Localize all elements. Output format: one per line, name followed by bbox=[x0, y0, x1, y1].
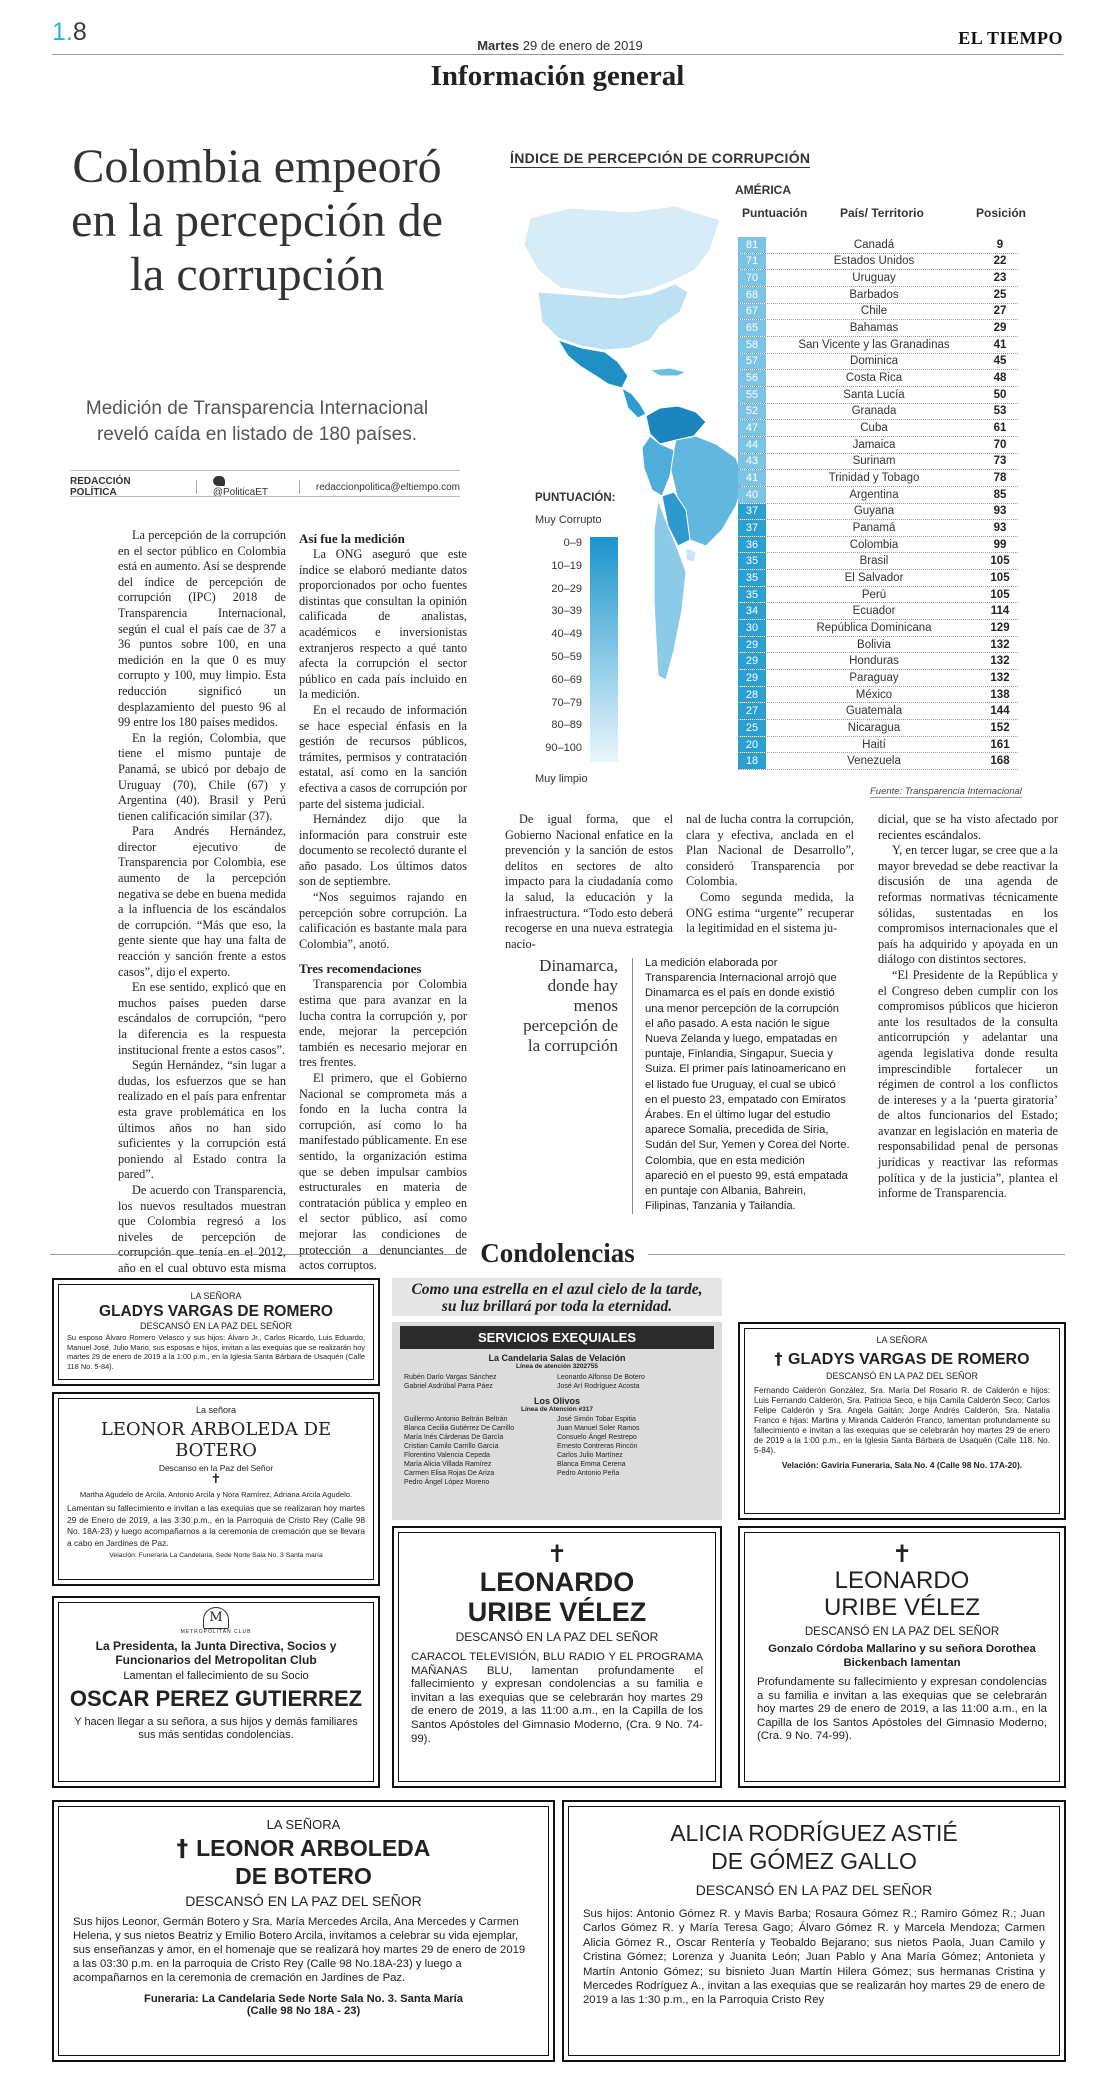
obituary-velacion: Velación: Gaviria Funeraria, Sala No. 4 (Calle 98 No. 17A-20). bbox=[781, 1460, 1023, 1470]
row-position: 138 bbox=[990, 688, 1010, 701]
obituary-name-line1: LEONARDO bbox=[834, 1567, 970, 1594]
obituary-name: LEONOR ARBOLEDA DE BOTERO bbox=[100, 1419, 332, 1461]
obituary-text: Y hacen llegar a su señora, a sus hijos y demás familiares sus más sentidas condolencias. bbox=[74, 1716, 358, 1741]
article-column-1 bbox=[118, 528, 286, 1292]
paragraph: Según Hernández, “sin lugar a dudas, los esfuerzos que se han realizado en el país para enfrentar esta grave problemática en los últimos años no han sido suficientes y la corrupción está poniendo al Estado contra la pared”. bbox=[118, 1058, 286, 1182]
cross-icon: ✝ bbox=[891, 1540, 913, 1568]
map-caribbean bbox=[650, 368, 686, 376]
table-row bbox=[738, 420, 1018, 437]
table-row bbox=[738, 570, 1018, 587]
obituary-name-line2: DE GÓMEZ GALLO bbox=[711, 1848, 917, 1874]
legend-title: PUNTUACIÓN: bbox=[535, 492, 616, 504]
paragraph: Y, en tercer lugar, se cree que a la mayor brevedad se debe reactivar la discusión de una agenda de reformas normativas técnicamente sólidas, sustentadas en los compromisos internacionales que el país ha adquirido y apoyada en un diálogo con distintos sectores. bbox=[878, 843, 1058, 967]
row-position: 45 bbox=[993, 355, 1007, 368]
row-position: 22 bbox=[993, 255, 1007, 268]
obituary-name: GLADYS VARGAS DE ROMERO bbox=[99, 1303, 333, 1320]
article-column-5 bbox=[878, 812, 1058, 1202]
row-country: Uruguay bbox=[852, 272, 896, 285]
row-country: Venezuela bbox=[847, 755, 901, 768]
article-headline: Colombia empeoró en la percepción de la corrupción bbox=[71, 140, 443, 301]
row-score: 30 bbox=[738, 620, 766, 636]
legend-bin-label: 20–29 bbox=[551, 582, 582, 595]
col-header-score: Puntuación bbox=[742, 206, 808, 220]
row-country: Surinam bbox=[852, 455, 896, 468]
obituary-name: OSCAR PEREZ GUTIERREZ bbox=[69, 1686, 363, 1711]
row-position: 152 bbox=[990, 721, 1010, 734]
row-score: 44 bbox=[738, 437, 766, 453]
map-peru-ecuador bbox=[642, 436, 674, 496]
paragraph: nal de lucha contra la corrupción, clara y efectiva, anclada en el Plan Nacional de Desarrollo”, consideró Transparencia por Colombia. bbox=[686, 812, 854, 889]
servicios-sede1-names bbox=[392, 1370, 722, 1394]
header-rule bbox=[52, 54, 1063, 55]
byline-author: REDACCIÓN POLÍTICA bbox=[70, 476, 131, 498]
name-item: Pedro Antonio Peña bbox=[557, 1470, 620, 1477]
row-position: 85 bbox=[993, 488, 1007, 501]
obituary-gladys-vargas-a bbox=[52, 1278, 380, 1386]
paragraph: Hernández dijo que la información para construir este documento se recolectó durante el año pasado. Los últimos datos son de septiembre. bbox=[299, 812, 467, 889]
row-score: 35 bbox=[738, 587, 766, 603]
row-country: República Dominicana bbox=[816, 621, 932, 634]
row-score: 67 bbox=[738, 304, 766, 320]
row-country: Ecuador bbox=[852, 605, 896, 618]
row-score: 41 bbox=[738, 470, 766, 486]
table-row bbox=[738, 304, 1018, 321]
paragraph: En ese sentido, explicó que en muchos países pueden darse escándalos de corrupción, “pero la diferencia es la respuesta institucional frente a estos casos”. bbox=[118, 980, 286, 1057]
obituary-text: Profundamente su fallecimiento y expresan condolencias a su familia e invitan a las exequias que se celebrarán hoy martes 29 de enero de 2019, a las 11:00 a.m., en la Capilla de los Santos Apóstoles del Gimnasio Moderno, (Cra. 9 No. 74-99). bbox=[757, 1676, 1047, 1743]
table-row bbox=[738, 320, 1018, 337]
paragraph: De acuerdo con Transparencia, los nuevos resultados muestran que Colombia regresó a los niveles de percepción de corrupción que tenía en el 2012, año en el cual obtuvo esta misma bbox=[118, 1182, 286, 1275]
row-country: El Salvador bbox=[844, 571, 904, 584]
name-item: Rubén Darío Vargas Sánchez bbox=[404, 1374, 497, 1381]
servicios-sede1-tel: Línea de atención 3202755 bbox=[515, 1363, 598, 1370]
article-column-4 bbox=[686, 812, 854, 937]
article-column-2 bbox=[299, 528, 467, 1274]
row-country: Paraguay bbox=[849, 671, 899, 684]
row-country: Haití bbox=[862, 738, 886, 751]
obituary-rip: Descanso en la Paz del Señor bbox=[158, 1463, 274, 1473]
row-position: 93 bbox=[993, 505, 1007, 518]
row-position: 99 bbox=[993, 538, 1007, 551]
cross-icon: ✝ bbox=[210, 1472, 222, 1487]
row-country: México bbox=[855, 688, 893, 701]
obituary-leonardo-uribe-a bbox=[392, 1526, 722, 1788]
name-item: Gabriel Asdrúbal Parra Páez bbox=[404, 1383, 493, 1390]
table-row bbox=[738, 254, 1018, 271]
twitter-icon bbox=[213, 476, 225, 486]
table-row bbox=[738, 470, 1018, 487]
table-row bbox=[738, 387, 1018, 404]
table-row bbox=[738, 354, 1018, 371]
name-item: Guillermo Antonio Beltrán Beltrán bbox=[404, 1416, 508, 1423]
row-country: Cuba bbox=[860, 422, 888, 435]
legend-gradient-bar bbox=[590, 537, 618, 762]
row-position: 114 bbox=[990, 605, 1010, 618]
obituary-text: Su esposo Álvaro Romero Velasco y sus hijos: Álvaro Jr., Carlos Ricardo, Luis Eduardo, Manuel José, Julio Mario, sus esposas e hijos, invitan a las exequias que se realizarán hoy martes 29 de enero de 2019 a la 1:00 p.m., en la Iglesia Santa Bárbara de Usaquén (Calle 118 No. 5-84). bbox=[67, 1333, 365, 1371]
legend-bin-label: 70–79 bbox=[551, 696, 582, 709]
row-score: 20 bbox=[738, 737, 766, 753]
obituary-rip: DESCANSÓ EN LA PAZ DEL SEÑOR bbox=[804, 1626, 1000, 1638]
name-item: Florentino Valencia Cepeda bbox=[404, 1452, 490, 1459]
paragraph: La ONG aseguró que este índice se elaboró mediante datos proporcionados por ocho fuentes distintas que consultan la opinión calificada de analistas, académicos e inversionistas extranjeros respecto a qué tanto afecta la corrupción el sector público en cada país incluido en la medición. bbox=[299, 547, 467, 702]
servicios-sede2: Los Olivos bbox=[533, 1396, 580, 1406]
byline-separator bbox=[299, 480, 300, 494]
legend-bin-label: 30–39 bbox=[551, 605, 582, 618]
issue-day: Martes bbox=[477, 38, 520, 53]
byline-twitter-handle: @PoliticaET bbox=[212, 487, 268, 498]
banner-line: Como una estrella en el azul cielo de la tarde, bbox=[411, 1281, 703, 1298]
name-item: Carlos Julio Martínez bbox=[557, 1452, 623, 1459]
row-position: 132 bbox=[990, 655, 1010, 668]
row-score: 58 bbox=[738, 337, 766, 353]
row-country: Barbados bbox=[849, 288, 899, 301]
byline bbox=[70, 476, 460, 498]
row-position: 132 bbox=[990, 671, 1010, 684]
row-score: 65 bbox=[738, 320, 766, 336]
row-score: 81 bbox=[738, 237, 766, 253]
row-score: 18 bbox=[738, 753, 766, 769]
pull-quote: Dinamarca, donde hay menos percepción de la corrupción bbox=[523, 956, 618, 1055]
row-score: 34 bbox=[738, 603, 766, 619]
club-crest-icon: M bbox=[203, 1607, 229, 1629]
name-item: José Arí Rodríguez Acosta bbox=[557, 1383, 640, 1390]
table-row bbox=[738, 603, 1018, 620]
table-row bbox=[738, 553, 1018, 570]
row-score: 71 bbox=[738, 254, 766, 270]
page-number-suffix: 8 bbox=[72, 18, 87, 46]
table-row bbox=[738, 703, 1018, 720]
obituary-prefix: LA SEÑORA bbox=[190, 1291, 242, 1301]
issue-date-text: 29 de enero de 2019 bbox=[522, 38, 643, 53]
table-row bbox=[738, 537, 1018, 554]
article-column-3 bbox=[505, 812, 673, 952]
paragraph: Para Andrés Hernández, director ejecutivo de Transparencia por Colombia, ese aumento de la percepción negativa se debe en buena medida a la influencia de los escándalos de corrupción. “Más que eso, la gente siente que hay una falta de reacción y sanción frente a estos casos”, dijo el experto. bbox=[118, 824, 286, 979]
obituary-rip: DESCANSÓ EN LA PAZ DEL SEÑOR bbox=[455, 1630, 659, 1644]
row-score: 43 bbox=[738, 454, 766, 470]
servicios-exequiales-ad bbox=[392, 1322, 722, 1520]
obituary-sender: Gonzalo Córdoba Mallarino y su señora Dorothea Bickenbach lamentan bbox=[768, 1643, 1036, 1669]
byline-rule-bottom bbox=[70, 496, 460, 497]
row-country: San Vicente y las Granadinas bbox=[798, 338, 950, 351]
table-row bbox=[738, 237, 1018, 254]
obituary-text: Sus hijos: Antonio Gómez R. y Mavis Barba; Rosaura Gómez R.; Ramiro Gómez R.; Juan Carlos Gómez R. y María Teresa Gago; Álvaro Gómez R. y Marcela Mendoza; Carmen Alicia Gómez R., Oscar Rentería y Teobaldo Bejarano; sus nietos Paola, Juan Camilo y Cristina Gómez; Lorenza y Juanita León; Juan Pablo y Ana María Gómez; Antonieta y Martín Antonio Gómez; su bisnieto Juan Martín Hilera Gómez; sus hermanas Cristina y Mercedes Rodríguez A., invitan a las exequias que se realizarán hoy martes 29 de enero de 2019 a las 1:30 p.m., en la Parroquia Cristo Rey bbox=[583, 1908, 1045, 2007]
obituary-text: Lamentan su fallecimiento e invitan a las exequias que se realizaran hoy martes 29 de Enero de 2019, a las 3:30 p.m., en la Parroquia de Cristo Rey (Calle 98 No. 18A-23) y luego acompañarnos a la ceremonia de cremación que se llevara a cabo en Jardines de Paz. bbox=[67, 1503, 365, 1548]
article-subhead: Medición de Transparencia Internacional reveló caída en listado de 180 países. bbox=[85, 398, 429, 445]
obituary-prefix: La señora bbox=[195, 1405, 237, 1415]
paragraph: De igual forma, que el Gobierno Nacional enfatice en la prevención y la sanción de estos delitos en sectores de alto impacto para la ciudadanía como la salud, la educación y la infraestructura. “Todo esto deberá recogerse en una nueva estrategia nacio- bbox=[505, 812, 673, 951]
row-position: 105 bbox=[990, 571, 1010, 584]
row-score: 70 bbox=[738, 270, 766, 286]
row-country: Trinidad y Tobago bbox=[828, 472, 920, 485]
row-country: Jamaica bbox=[852, 438, 896, 451]
issue-date bbox=[400, 38, 720, 53]
byline-separator bbox=[196, 480, 197, 494]
row-position: 61 bbox=[993, 422, 1007, 435]
newspaper-logo: EL TIEMPO bbox=[958, 28, 1063, 48]
row-score: 37 bbox=[738, 520, 766, 536]
table-row bbox=[738, 587, 1018, 604]
row-position: 78 bbox=[993, 472, 1007, 485]
chart-title: ÍNDICE DE PERCEPCIÓN DE CORRUPCIÓN bbox=[510, 150, 811, 166]
servicios-title: SERVICIOS EXEQUIALES bbox=[400, 1326, 714, 1349]
legend-bottom-label: Muy limpio bbox=[535, 773, 588, 785]
name-item: María Inés Cárdenas De García bbox=[404, 1434, 504, 1441]
paragraph: En el recaudo de información se hace especial énfasis en la gestión de recursos públicos, trámites, permisos y contratación estatal, así como en la sanción efectiva a casos de corrupción por parte del sistema judicial. bbox=[299, 702, 467, 811]
name-item: Pedro Ángel López Moreno bbox=[404, 1479, 490, 1486]
obituary-funeraria-address: (Calle 98 No 18A - 23) bbox=[246, 2005, 361, 2017]
table-row bbox=[738, 487, 1018, 504]
obituary-text: CARACOL TELEVISIÓN, BLU RADIO Y EL PROGRAMA MAÑANAS BLU, lamentan profundamente el fallecimiento y expresan condolencias a su familia e invitan a las exequias que se celebrarán hoy martes 29 de enero de 2019, a las 11:00 a.m., en la Capilla de los Santos Apóstoles del Gimnasio Moderno, (Cra. 9 No. 74-99). bbox=[411, 1651, 703, 1745]
name-item: Ernesto Contreras Rincón bbox=[557, 1443, 638, 1450]
legend-bin-label: 10–19 bbox=[551, 559, 582, 572]
condolencias-banner bbox=[392, 1278, 722, 1316]
name-item: María Alicia Villada Ramírez bbox=[404, 1461, 492, 1468]
row-score: 29 bbox=[738, 653, 766, 669]
cross-icon: † bbox=[176, 1836, 197, 1862]
table-row bbox=[738, 437, 1018, 454]
row-country: Guyana bbox=[853, 505, 895, 518]
row-position: 25 bbox=[993, 288, 1007, 301]
row-country: Guatemala bbox=[845, 705, 903, 718]
name-item: Cristian Camilo Carrillo García bbox=[404, 1443, 499, 1450]
obituary-text: Fernando Calderón González, Sra. María Del Rosario R. de Calderón e hijos: Luis Fernando Calderón, Sra. Patricia Seco, e hija Camila Calderón Seco; Carlos Felipe Calderón y Sra. Angela Gaitán; Jorge Andrés Calderón, Sra. Natalia Franco e hijas: Martina y Miranda Calderón Franco, lamentan profundamente su fallecimiento e invitan a las exequias que se celebrarán hoy martes 29 de enero de 2019 a la 1:00 p.m., en la Iglesia Santa Bárbara de Usaquén (Calle 118. No. 5-84). bbox=[754, 1386, 1050, 1455]
row-country: Argentina bbox=[849, 488, 899, 501]
banner-line: su luz brillará por toda la eternidad. bbox=[441, 1298, 673, 1315]
table-row bbox=[738, 337, 1018, 354]
table-row bbox=[738, 637, 1018, 654]
row-country: Bahamas bbox=[849, 322, 899, 335]
obituary-family: Martha Agudelo de Arcila, Antonio Arcila y Nora Ramírez, Adriana Arcila Agudelo. bbox=[79, 1490, 353, 1499]
table-row bbox=[738, 753, 1018, 770]
name-item: Consuelo Ángel Restrepo bbox=[557, 1434, 637, 1441]
paragraph: La percepción de la corrupción en el sector público en Colombia está en aumento. Así se desprende del índice de percepción de corrupción (IPC) 2018 de Transparencia Internacional, según el cual el país cae de 37 a 36 puntos sobre 100, en una medición en la que 0 es muy corrupto y 100, muy limpio. Esta reducción significó un desplazamiento del puesto 96 al 99 entre los 180 países medidos. bbox=[118, 528, 287, 730]
obituary-sender: La Presidenta, la Junta Directiva, Socios y Funcionarios del Metropolitan Club bbox=[95, 1639, 337, 1667]
legend-bin-label: 80–89 bbox=[551, 719, 582, 732]
subheading: Tres recomendaciones bbox=[299, 961, 422, 977]
row-position: 168 bbox=[990, 755, 1010, 768]
obituary-lament: Lamentan el fallecimiento de su Socio bbox=[123, 1670, 309, 1682]
table-row bbox=[738, 737, 1018, 754]
table-row bbox=[738, 520, 1018, 537]
name-item: Juan Manuel Soler Ramos bbox=[557, 1425, 640, 1432]
row-position: 105 bbox=[990, 588, 1010, 601]
row-country: Brasil bbox=[859, 555, 889, 568]
row-score: 68 bbox=[738, 287, 766, 303]
legend-bin-label: 90–100 bbox=[545, 742, 582, 755]
paragraph: El primero, que el Gobierno Nacional se comprometa más a fondo en la lucha contra la corrupción, así como lo ha manifestado públicamente. En ese sentido, la organización estima que se deben impulsar cambios estructurales en materia de contratación pública y empleo en el sector público, así como mejorar las condiciones de protección a denunciantes de actos corruptos. bbox=[299, 1071, 467, 1273]
obituary-name: GLADYS VARGAS DE ROMERO bbox=[788, 1351, 1030, 1368]
table-row bbox=[738, 620, 1018, 637]
row-position: 48 bbox=[993, 372, 1007, 385]
obituary-leonardo-uribe-b bbox=[738, 1526, 1066, 1788]
obituary-oscar-perez bbox=[52, 1596, 380, 1788]
col-header-country: País/ Territorio bbox=[840, 206, 924, 220]
paragraph: Transparencia por Colombia estima que para avanzar en la lucha contra la corrupción y, por ende, mejorar la percepción también es necesario mejorar en tres frentes. bbox=[299, 977, 467, 1070]
row-position: 23 bbox=[993, 272, 1007, 285]
row-country: Perú bbox=[861, 588, 887, 601]
row-position: 41 bbox=[993, 338, 1007, 351]
servicios-sede1: La Candelaria Salas de Velación bbox=[488, 1353, 626, 1363]
byline-rule-top bbox=[70, 470, 460, 471]
row-position: 93 bbox=[993, 521, 1007, 534]
row-score: 35 bbox=[738, 553, 766, 569]
servicios-names-right bbox=[557, 1415, 710, 1487]
chart-source: Fuente: Transparencia Internacional bbox=[870, 786, 1022, 797]
obituary-rip: DESCANSÓ EN LA PAZ DEL SEÑOR bbox=[185, 1893, 422, 1909]
row-score: 35 bbox=[738, 570, 766, 586]
row-score: 29 bbox=[738, 670, 766, 686]
row-country: Honduras bbox=[849, 655, 899, 668]
servicios-sede2-tel: Línea de Atención #317 bbox=[520, 1406, 593, 1413]
row-position: 105 bbox=[990, 555, 1010, 568]
cross-icon: ✝ bbox=[546, 1540, 568, 1568]
row-score: 36 bbox=[738, 537, 766, 553]
row-position: 9 bbox=[996, 238, 1004, 251]
byline-twitter[interactable] bbox=[213, 476, 283, 498]
obituary-name-line2: URIBE VÉLEZ bbox=[467, 1597, 647, 1627]
obituary-name-line1: ALICIA RODRÍGUEZ ASTIÉ bbox=[670, 1820, 958, 1846]
table-row bbox=[738, 670, 1018, 687]
obituary-prefix: LA SEÑORA bbox=[266, 1817, 341, 1832]
quote-box-text: La medición elaborada por Transparencia Internacional arrojó que Dinamarca es el país en donde existió una menor percepción de la corrupción el año pasado. A esta nación le sigue Nueva Zelanda y luego, empatadas en puntaje, Finlandia, Singapur, Suecia y Suiza. El primer país latinoamericano en el listado fue Uruguay, el cual se ubicó en el puesto 23, empatado con Emiratos Árabes. En el último lugar del estudio aparece Somalia, precedida de Siria, Sudán del Sur, Yemen y Corea del Norte. Colombia, que en esta medición apareció en el puesto 99, está empatada en puntaje con Albania, Bahrein, Filipinas, Tanzania y Tailandia. bbox=[645, 957, 850, 1213]
chart-region: AMÉRICA bbox=[735, 183, 791, 197]
obituary-name-line1: LEONARDO bbox=[479, 1567, 635, 1597]
name-item: Leonardo Alfonso De Botero bbox=[557, 1374, 645, 1381]
name-item: Blanca Cecilia Gutiérrez De Carrillo bbox=[404, 1425, 515, 1432]
row-score: 40 bbox=[738, 487, 766, 503]
byline-email[interactable]: redaccionpolitica@eltiempo.com bbox=[315, 481, 460, 493]
row-position: 50 bbox=[993, 388, 1007, 401]
subheading: Así fue la medición bbox=[299, 531, 405, 546]
obituary-leonor-arboleda-b bbox=[52, 1800, 555, 2062]
table-row bbox=[738, 287, 1018, 304]
obituary-rip: DESCANSÓ EN LA PAZ DEL SEÑOR bbox=[825, 1371, 979, 1381]
obituary-rip: DESCANSÓ EN LA PAZ DEL SEÑOR bbox=[695, 1882, 933, 1898]
obituary-velacion: Velación: Funeraria La Candelaria, Sede Norte Sala No. 3 Santa maría bbox=[109, 1552, 323, 1559]
legend-bin-label: 40–49 bbox=[551, 628, 582, 641]
row-score: 57 bbox=[738, 354, 766, 370]
servicios-sede2-names bbox=[392, 1413, 722, 1489]
row-position: 129 bbox=[990, 621, 1010, 634]
obituary-name-line1: LEONOR ARBOLEDA bbox=[196, 1835, 431, 1861]
row-score: 27 bbox=[738, 703, 766, 719]
row-country: Bolivia bbox=[857, 638, 891, 651]
page-number bbox=[52, 18, 87, 47]
row-position: 53 bbox=[993, 405, 1007, 418]
paragraph: “El Presidente de la República y el Congreso deben cumplir con los compromisos públicos que hicieron ante los resultados de la consulta anticorrupción y adelantar una agenda legislativa donde resulta imprescindible fortalecer un régimen de control a los conflictos de intereses y a la ‘puerta giratoria’ de altos funcionarios del Estado; avanzar en legislación en materia de responsabilidad penal de personas jurídicas y reactivar las reformas política y de la justicia”, plantea el informe de Transparencia. bbox=[878, 967, 1058, 1201]
row-position: 70 bbox=[993, 438, 1007, 451]
map-central-america bbox=[622, 388, 646, 418]
row-country: Estados Unidos bbox=[833, 255, 915, 268]
legend-bin-label: 0–9 bbox=[563, 537, 582, 549]
row-position: 27 bbox=[993, 305, 1007, 318]
row-country: Chile bbox=[860, 305, 888, 318]
obituary-name-line2: URIBE VÉLEZ bbox=[823, 1594, 981, 1621]
name-item: José Simón Tobar Espitia bbox=[557, 1416, 636, 1423]
row-score: 29 bbox=[738, 637, 766, 653]
paragraph: Como segunda medida, la ONG estima “urgente” recuperar la legitimidad en el sistema ju- bbox=[686, 889, 854, 936]
table-row bbox=[738, 404, 1018, 421]
obituary-gladys-vargas-b bbox=[738, 1322, 1066, 1520]
table-row bbox=[738, 653, 1018, 670]
row-country: Santa Lucía bbox=[843, 388, 905, 401]
obituary-name-line2: DE BOTERO bbox=[235, 1863, 372, 1889]
row-country: Granada bbox=[851, 405, 897, 418]
row-score: 55 bbox=[738, 387, 766, 403]
paragraph: En la región, Colombia, que tiene el mismo puntaje de Panamá, se ubicó por debajo de Uruguay (70), Chile (67) y Argentina (40). Brasil y Perú tienen calificación similar (37). bbox=[118, 730, 286, 823]
table-row bbox=[738, 504, 1018, 521]
club-logo-text: METROPOLITAN CLUB bbox=[180, 1629, 252, 1635]
col-header-position: Posición bbox=[976, 206, 1027, 220]
table-row bbox=[738, 454, 1018, 471]
cross-icon: † bbox=[774, 1349, 789, 1368]
metropolitan-logo bbox=[69, 1607, 363, 1635]
row-country: Nicaragua bbox=[847, 721, 901, 734]
name-item: Carmen Elisa Rojas De Ariza bbox=[404, 1470, 495, 1477]
obituary-prefix: LA SEÑORA bbox=[876, 1335, 928, 1345]
cpi-table bbox=[738, 237, 1018, 770]
condolencias-title: Condolencias bbox=[480, 1238, 635, 1268]
section-title: Información general bbox=[430, 60, 685, 92]
table-row bbox=[738, 687, 1018, 704]
map-uruguay bbox=[686, 548, 696, 562]
quote-rule bbox=[632, 958, 633, 1214]
obituary-alicia-rodriguez bbox=[562, 1800, 1066, 2062]
row-score: 28 bbox=[738, 687, 766, 703]
table-row bbox=[738, 720, 1018, 737]
page-number-prefix: 1. bbox=[52, 18, 73, 46]
row-position: 29 bbox=[993, 322, 1007, 335]
row-country: Canadá bbox=[853, 238, 895, 251]
row-position: 144 bbox=[990, 705, 1010, 718]
paragraph: “Nos seguimos rajando en percepción sobre corrupción. La calificación es bastante mala para Colombia”, anotó. bbox=[299, 890, 467, 951]
row-country: Dominica bbox=[850, 355, 898, 368]
obituary-leonor-arboleda-a bbox=[52, 1392, 380, 1586]
legend-top-label: Muy Corrupto bbox=[535, 514, 602, 526]
legend-bin-label: 50–59 bbox=[551, 651, 582, 663]
obituary-text: Sus hijos Leonor, Germán Botero y Sra. María Mercedes Arcila, Ana Mercedes y Carmen Helena, y sus nietos Beatriz y Emilio Botero Arcila, invitamos a celebrar su vida ejemplar, sus enseñanzas y amor, en el homenaje que se realizará hoy martes 29 de enero de 2019 a las 03:30 p.m. en la parroquia de Cristo Rey (Calle 98 No.18A-23) y luego a acompañarnos en la ceremonia de cremación en Jardines de Paz. bbox=[73, 1916, 526, 1984]
obituary-rip: DESCANSÓ EN LA PAZ DEL SEÑOR bbox=[139, 1321, 293, 1331]
row-country: Colombia bbox=[849, 538, 899, 551]
obituary-funeraria: Funeraria: La Candelaria Sede Norte Sala No. 3. Santa María bbox=[144, 1993, 463, 2005]
row-score: 37 bbox=[738, 504, 766, 520]
row-country: Costa Rica bbox=[845, 372, 903, 385]
row-score: 47 bbox=[738, 420, 766, 436]
row-score: 56 bbox=[738, 370, 766, 386]
row-score: 52 bbox=[738, 404, 766, 420]
row-country: Panamá bbox=[852, 521, 896, 534]
row-position: 161 bbox=[990, 738, 1010, 751]
table-row bbox=[738, 370, 1018, 387]
table-row bbox=[738, 270, 1018, 287]
name-item: Blanca Emma Cerena bbox=[557, 1461, 626, 1468]
paragraph: dicial, que se ha visto afectado por recientes escándalos. bbox=[878, 812, 1058, 842]
row-score: 25 bbox=[738, 720, 766, 736]
servicios-names-left bbox=[404, 1415, 557, 1487]
row-position: 132 bbox=[990, 638, 1010, 651]
legend-bin-label: 60–69 bbox=[551, 673, 582, 686]
row-position: 73 bbox=[993, 455, 1007, 468]
map-canada bbox=[524, 206, 720, 296]
